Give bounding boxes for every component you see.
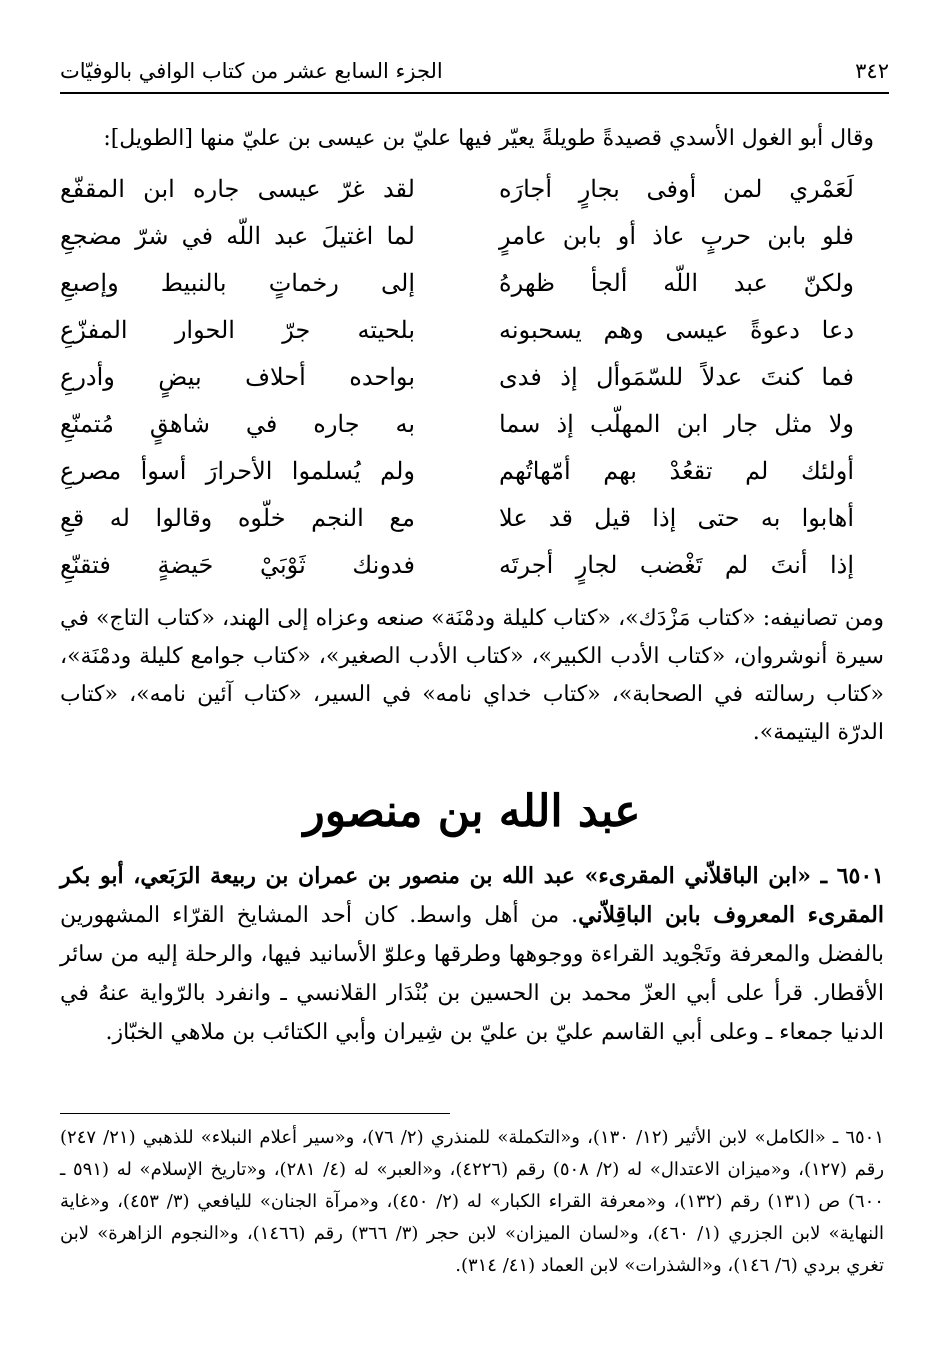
verse-first-hemistich: فما كنتَ عدلاً للسّمَوأل إذ فدى xyxy=(499,362,854,391)
verse-first-hemistich: فلو بابن حربٍ عاذ أو بابن عامرٍ xyxy=(499,221,854,250)
verse-second-hemistich: به جاره في شاهقٍ مُتمنّعِ xyxy=(60,409,415,438)
verse xyxy=(60,259,854,306)
verse xyxy=(60,447,854,494)
verse-second-hemistich: لما اغتيلَ عبد اللّه في شرّ مضجعِ xyxy=(60,221,415,250)
biography-paragraph xyxy=(60,857,884,1052)
verse-first-hemistich: إذا أنتَ لم تَغْضب لجارٍ أجرتَه xyxy=(499,550,854,579)
verse xyxy=(60,306,854,353)
verse xyxy=(60,212,854,259)
verse-first-hemistich: ولا مثل جار ابن المهلّب إذ سما xyxy=(499,409,854,438)
running-title: الجزء السابع عشر من كتاب الوافي بالوفيّات xyxy=(60,59,443,83)
verse-second-hemistich: فدونك ثَوْبَيْ حَيضةٍ فتقنّعِ xyxy=(60,550,415,579)
verse-first-hemistich: أهابوا به حتى إذا قيل قد علا xyxy=(499,503,854,532)
verse xyxy=(60,165,854,212)
poem xyxy=(60,165,854,588)
verse xyxy=(60,541,854,588)
verse-second-hemistich: ولم يُسلموا الأحرارَ أسوأ مصرعِ xyxy=(60,456,415,485)
verse-second-hemistich: إلى رخماتٍ بالنبيط وإصبعِ xyxy=(60,268,415,297)
verse xyxy=(60,400,854,447)
verse-second-hemistich: مع النجم خلّوه وقالوا له قعِ xyxy=(60,503,415,532)
header-rule xyxy=(60,92,889,94)
verse xyxy=(60,353,854,400)
verse-first-hemistich: دعا دعوةً عيسى وهم يسحبونه xyxy=(499,315,854,344)
verse-first-hemistich: ولكنّ عبد اللّه ألجأ ظهرهُ xyxy=(499,268,854,297)
page-header xyxy=(60,54,889,88)
biography-text: . من أهل واسط. كان أحد المشايخ القرّاء المشهورين بالفضل والمعرفة وتَجْويد القراءة ووجوهها وطرقها وعلوّ الأسانيد فيها، والرحلة إليه من سائر الأقطار. قرأ على أبي العزّ محمد بن الحسين بن بُنْدَار القلانسي ـ وانفرد بالرّواية عنهُ في الدنيا جمعاء ـ وعلى أبي القاسم عليّ بن عليّ بن شِيران وأبي الكتائب بن ملاهي الخبّاز. xyxy=(60,903,884,1045)
section-title: عبد الله بن منصور xyxy=(303,786,641,837)
footnote-rule xyxy=(60,1113,450,1114)
verse xyxy=(60,494,854,541)
biography-heading: ٦٥٠١ ـ «ابن الباقلاّني المقرىء» عبد الله بن منصور بن عمران بن ربيعة الرَبَعي، أبو بكر المقرىء المعروف بابن الباقِلاّني xyxy=(60,863,884,928)
works-paragraph: ومن تصانيفه: «كتاب مَزْدَك»، «كتاب كليلة ودمْنَة» صنعه وعزاه إلى الهند، «كتاب التاج» في سيرة أنوشروان، «كتاب الأدب الكبير»، «كتاب الأدب الصغير»، «كتاب جوامع كليلة ودمْنَة»، «كتاب رسالته في الصحابة»، «كتاب خداي نامه» في السير، «كتاب آئين نامه»، «كتاب الدرّة اليتيمة». xyxy=(60,606,884,745)
poem-intro: وقال أبو الغول الأسدي قصيدةً طويلةً يعيّر فيها عليّ بن عيسى بن عليّ منها [الطويل]: xyxy=(103,126,874,151)
verse-second-hemistich: بواحده أحلاف بيضٍ وأدرعِ xyxy=(60,362,415,391)
footnote: ٦٥٠١ ـ «الكامل» لابن الأثير (١٢/ ١٣٠)، و«التكملة» للمنذري (٢/ ٧٦)، و«سير أعلام النبلاء» للذهبي (٢١/ ٢٤٧) رقم (١٢٧)، و«ميزان الاعتدال» له (٢/ ٥٠٨) رقم (٤٢٢٦)، و«العبر» له (٤/ ٢٨١)، و«تاريخ الإسلام» له (٥٩١ ـ ٦٠٠) ص (١٣١) رقم (١٣٢)، و«معرفة القراء الكبار» له (٢/ ٤٥٠)، و«مرآة الجنان» لليافعي (٣/ ٤٥٣)، و«غاية النهاية» لابن الجزري (١/ ٤٦٠)، و«لسان الميزان» لابن حجر (٣/ ٣٦٦) رقم (١٤٦٦)، و«النجوم الزاهرة» لابن تغري بردي (٦/ ١٤٦)، و«الشذرات» لابن العماد (٤١/ ٣١٤). xyxy=(60,1127,885,1276)
page-number: ٣٤٢ xyxy=(855,59,889,83)
verse-first-hemistich: أولئك لم تقعُدْ بهم أمّهاتُهم xyxy=(499,456,854,485)
verse-second-hemistich: بلحيته جرّ الحوار المفزّعِ xyxy=(60,315,415,344)
verse-first-hemistich: لَعَمْري لمن أوفى بجارٍ أجارَه xyxy=(499,174,854,203)
verse-second-hemistich: لقد غرّ عيسى جاره ابن المقفّع xyxy=(60,174,415,203)
